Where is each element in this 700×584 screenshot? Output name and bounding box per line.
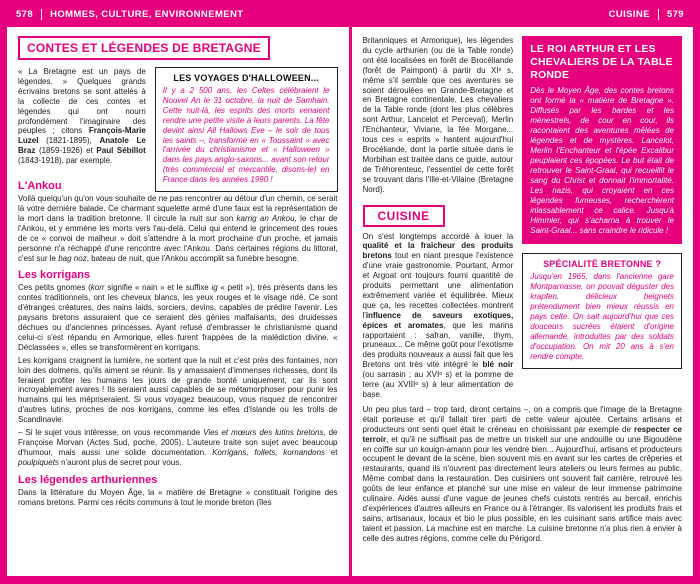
specialite-box-body: Jusqu'en 1965, dans l'ancienne gare Montparnasse, on pouvait déguster des krapfen, délicieux beignets prétendument bien mieux réussis en pays celte. On sait aujourd'hui que ces douceurs sucrées étaient d'origine allemande, introduites par des soldats d'occupation. On mit 20 ans à s'en rendre compte. [530,272,674,361]
header-divider [658,9,659,20]
heading-ankou: L'Ankou [18,180,62,193]
left-column-intro [18,67,146,192]
arthur-legends-paragraph: Dans la littérature du Moyen Âge, la « matière de Bretagne » constituait l'origine des romans bretons. Parmi ces récits communs à tout le monde breton (îles [18,487,338,507]
section-title-left: HOMMES, CULTURE, ENVIRONNEMENT [50,9,244,20]
roi-arthur-box [522,36,682,244]
roi-arthur-box-body: Dès le Moyen Âge, des contes bretons ont formé la « matière de Bretagne ». Diffusés par les bardes et les ménestrels, de cour en cour, ils racontaient des aventures mêlées de légendes et de mystères. Lancelot, Merlin l'Enchanteur et l'épée Excalibur peuplaient ces épopées. Le but était de retrouver le Saint-Graal, qui recueillit le sang du Christ et donnait l'immortalité. Les nazis, qui croyaient en ces légendes fumeuses, recherchèrent inlassablement ce calice. Jusqu'à Himmler, qui s'acharna à trouver le Saint-Graal... sans craindre le ridicule ! [530,86,674,236]
korrigans-paragraph-1: Ces petits gnomes (korr signifie « nain » et le suffixe ig « petit »), très présents dans les contes traditionnels, ont les cheveux blancs, les yeux rouges et le visage ridé. Ce sont d'étranges créatures, des nains laids, sorciers, devins, capables de prédire l'avenir. Les paysans bretons assuraient que ce seraient des génies malfaisants, des druidesses déchues ou d'anciennes princesses. Ayant refusé d'embrasser le christianisme quand celui-ci s'est répandu en Armorique, elles furent frappées de la malédiction divine. « Déclassées », elles se transformèrent en korrigans. [18,283,338,352]
header-left [16,9,243,20]
chapter-title: CONTES ET LÉGENDES DE BRETAGNE [18,36,270,60]
intro-paragraph: « La Bretagne est un pays de légendes. » Quelques grands écrivains bretons se sont attelés à la collecte de ces contes et légendes qui ont nourri profondément l'imaginaire des peuples ; citons François-Marie Luzel (1821-1895), Anatole Le Braz (1859-1926) et Paul Sébillot (1843-1918), par exemple. [18,67,146,166]
header-divider [41,9,42,20]
cuisine-paragraph-1: On s'est longtemps accordé à louer la qualité et la fraîcheur des produits bretons tout en niant presque l'existence d'une vraie gastronomie. Pourtant, Armor et Argoat ont toujours fourni quantité de produits permettant une alimentation extrêmement variée et équilibrée. Mieux que ça, les recettes collectées montrent l'influence de saveurs exotiques, épices et aromates, que les marins rapportaient : safran, vanille, thym, pruneaux... Ce même goût pour l'exotisme des produits nouveaux a aussi fait que les Bretons ont très vite intégré le blé noir (ou sarrasin ; au XVIᵉ s) et la pomme de terre (au XVIIIᵉ s) à leur alimentation de base. [362,231,514,399]
korrigans-section [18,269,338,467]
header-right [609,9,684,20]
heading-korrigans: Les korrigans [18,269,91,282]
pages-container [7,27,693,576]
heading-arthur-legends: Les légendes arthuriennes [18,473,158,486]
cuisine-paragraph-2: Un peu plus tard – trop tard, diront certains –, on a compris que l'image de la Bretagne était porteuse et qu'il fallait tirer parti de cette valeur ajoutée. Certains artisans et producteurs ont senti quel était le créneau en choisissant par exemple de respecter ce terroir, et qu'il ne suffisait pas de mettre un triskell sur une andouille ou une Bigoudène en coiffe sur un kouign-amann pour les vendre bien... Aujourd'hui, artisans et producteurs occupent le devant de la scène, bien souvent mis en avant sur les cartes de crêperies et restaurants, quand ils n'ouvrent pas directement leurs ateliers ou leurs fermes au public. Même combat dans la restauration. Des cuisiniers ont souvent fait carrière, retrouvé les goûts de leur enfance et planché sur une mise en valeur de leur immense patrimoine culinaire. Aidés aussi d'une vague de jeunes chefs cuistots rentrés au bercail, enrichis d'expériences d'autres ailleurs en France ou à l'étranger. Ils valorisent les produits frais et sains, artisanaux, locaux et bio le plus possible, en les cuisinant sans artifice mais avec talent et passion. La machine est en marche. La cuisine bretonne n'a plus rien à envier à celle des autres régions, comme celle du Périgord. [362,404,682,543]
continuation-paragraph: Britanniques et Armorique), les légendes du cycle arthurien (ou de la Table ronde) ont été localisées en forêt de Brocéliande (forêt de Paimpont) à partir du XIᵉ s, même s'il semble que ces aventures se soient déroulées en Grande-Bretagne et en Bretagne continentale. Les chevaliers de la Table ronde (dont les plus célèbres sont Arthur, Lancelot et Perceval), Merlin l'Enchanteur, Viviane, la fée Morgane... tous ces « esprits » hantent aujourd'hui Brocéliande, dont la partie située dans le Morbihan est traitée dans ce guide, autour de Tréhorenteuc, l'essentiel de cette forêt se trouvant dans l'Ille-et-Vilaine (Bretagne Nord). [362,36,514,194]
page-number-right: 579 [666,9,684,20]
ankou-paragraph: Voilà quelqu'un qu'on vous souhaite de ne pas rencontrer au détour d'un chemin, ce serait là votre dernière balade. Ce charmant squelette armé d'une faux est la représentation de la mort dans la tradition bretonne. Il circule la nuit sur son karrig an Ankou, le char de l'Ankou, et y emmène les morts vers l'au-delà. Celui qui entend le grincement des roues de ce « convoi de malheur » doit s'attendre à la mort prochaine d'un proche, et jamais personne n'a réchappé d'une rencontre avec l'Ankou. Dans certaines régions du littoral, c'est sur le bag noz, bateau de nuit, que l'Ankou accomplit sa funèbre besogne. [18,194,338,263]
arthur-legends-section [18,474,338,508]
page-right [352,27,694,576]
left-column-box [155,67,338,192]
korrigans-paragraph-2: Les korrigans craignent la lumière, ne sortent que la nuit et c'est près des fontaines, non loin des dolmens, qu'ils aiment se réunir. Ils y amassaient d'immenses richesses, dont ils feraient profiter les humains les jours de grande bonté uniquement, car ils sont incroyablement avares ! Ils seraient aussi capables de se métamorphoser pour punir les humains qui les mépriseraient. Si vous voyagez beaucoup, vous risquez de rencontrer d'autres lutins, proches de nos korrigans, comme les elfes d'Islande ou les trolls de Scandinavie. [18,355,338,425]
right-column-text [363,36,514,403]
page-number-left: 578 [16,9,34,20]
cuisine-section-title: CUISINE [363,205,445,227]
right-column-boxes [522,36,682,403]
cuisine-section-bottom [363,405,683,544]
roi-arthur-box-title: LE ROI ARTHUR ET LES CHEVALIERS DE LA TABLE RONDE [530,43,673,82]
korrigans-paragraph-3: – Si le sujet vous intéresse, on vous recommande Vies et mœurs des lutins bretons, de Françoise Morvan (Actes Sud, poche, 2005). L'auteure traite son sujet avec beaucoup d'humour, mais aussi une solide documentation. Korrigans, follets, kornandons et poulpiquets n'auront plus de secret pour vous. [18,428,338,467]
right-page-top-row [363,36,683,403]
header-bar [0,0,700,27]
specialite-box-title: SPÉCIALITÉ BRETONNE ? [543,259,662,270]
left-page-top-row [18,67,338,192]
specialite-box [522,253,682,368]
halloween-box-title: LES VOYAGES D'HALLOWEEN... [173,73,319,83]
halloween-box-body: Il y a 2 500 ans, les Celtes célébraient le Nouvel An le 31 octobre, la nuit de Samhain. Cette nuit-là, les esprits des morts venaient rendre une petite visite à leurs parents. La fête devint ainsi All Hallows Eve – le soir de tous les saints –, transformé en « Toussaint » avec l'arrivée du christianisme et « Halloween » dans les pays anglo-saxons... avant son retour (très commercial et mercantile, disons-le) en France dans les années 1990 ! [162,86,330,185]
page-left [7,27,349,576]
ankou-section [18,194,338,263]
section-title-right: CUISINE [608,9,650,20]
halloween-box [155,67,338,192]
